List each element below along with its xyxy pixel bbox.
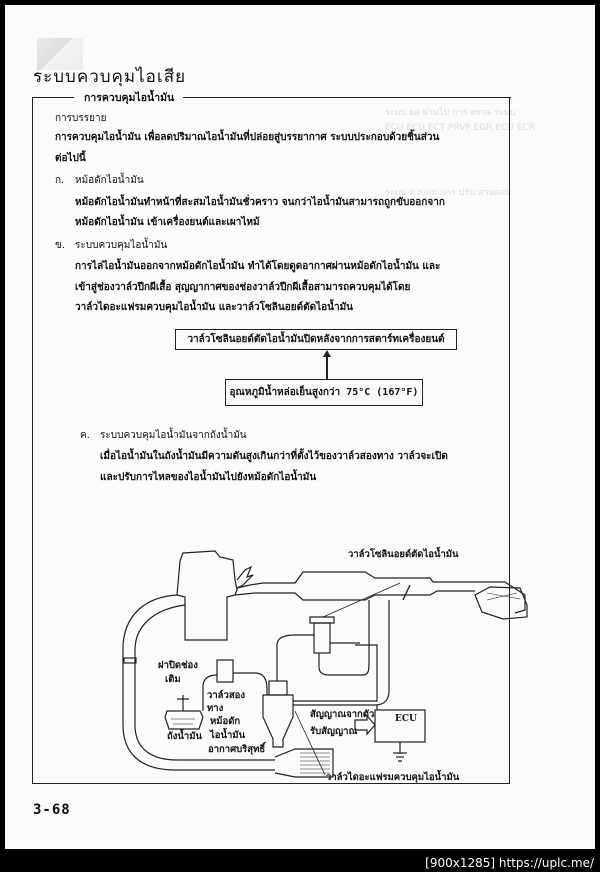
flowchart-condition-box: อุณหภูมิน้ำหล่อเย็นสูงกว่า 75°C (167°F): [225, 379, 423, 406]
section-title: การควบคุมไอน้ำมัน: [81, 89, 177, 106]
intro-line-1: การควบคุมไอน้ำมัน เพื่อลดปริมาณไอน้ำมันที่ปล่อยสู่บรรยากาศ ระบบประกอบด้วยชิ้นส่วน: [55, 132, 440, 143]
label-two-way-valve-2: ทาง: [207, 703, 224, 714]
label-filler-cap-1: ฝาปิดช่อง: [158, 660, 198, 671]
item-marker-a: ก.: [55, 175, 65, 186]
bleed-through-text: ระบบ ควบคุม การ ปรับ ส่วนผสม: [385, 188, 512, 198]
item-c-line-2: และปรับการไหลของไอน้ำมันไปยังหม้อดักไอน้ำมัน: [100, 472, 317, 483]
image-host-watermark: [900x1285] https://uplc.me/: [425, 856, 594, 870]
item-c-line-1: เมื่อไอน้ำมันในถังน้ำมันมีความดันสูงเกินกว่าที่ตั้งไว้ของวาล์วสองทาง วาล์วจะเปิด: [100, 451, 448, 462]
page-number: 3-68: [33, 802, 71, 818]
flowchart-result-box: วาล์วโซลินอยด์ตัดไอน้ำมันปิดหลังจากการสตาร์ทเครื่องยนต์: [175, 329, 457, 350]
label-fuel-tank: ถังน้ำมัน: [167, 731, 202, 742]
label-cut-solenoid-valve: วาล์วโซลินอยด์ตัดไอน้ำมัน: [348, 549, 459, 560]
label-two-way-valve-1: วาล์วสอง: [207, 690, 245, 701]
label-canister-1: หม้อดัก: [210, 716, 241, 727]
item-marker-c: ค.: [80, 430, 90, 441]
item-a-line-1: หม้อดักไอน้ำมันทำหน้าที่สะสมไอน้ำมันชั่วคราว จนกว่าไอน้ำมันสามารถถูกขับออกจาก: [75, 197, 445, 208]
item-marker-b: ข.: [55, 240, 66, 251]
label-canister-2: ไอน้ำมัน: [210, 730, 246, 741]
bleed-through-text: ระบบ ยส ผ่านไป การ ตรวจ ระบบ: [385, 108, 516, 118]
manual-page: [5, 5, 595, 849]
bleed-through-text: ECU ECU ECT PRVF EGR ECU ECR: [385, 123, 535, 133]
item-heading-a: หม้อดักไอน้ำมัน: [75, 175, 144, 186]
label-sensor-signal-1: สัญญาณจากตัว: [310, 709, 375, 720]
item-b-line-2: เข้าสู่ช่องวาล์วปีกผีเสื้อ สุญญากาศของช่องวาล์วปีกผีเสื้อสามารถควบคุมได้โดย: [75, 282, 411, 293]
description-heading: การบรรยาย: [55, 113, 107, 124]
item-b-line-3: วาล์วไดอะแฟรมควบคุมไอน้ำมัน และวาล์วโซลินอยด์ตัดไอน้ำมัน: [75, 302, 353, 313]
evap-system-diagram: [5, 5, 595, 849]
item-a-line-2: หม้อดักไอน้ำมัน เข้าเครื่องยนต์และเผาไหม้: [75, 217, 260, 228]
label-fresh-air: อากาศบริสุทธิ์: [208, 744, 266, 755]
label-diaphragm-valve: วาล์วไดอะแฟรมควบคุมไอน้ำมัน: [326, 772, 460, 783]
label-filler-cap-2: เติม: [165, 674, 181, 685]
chapter-title: ระบบควบคุมไอเสีย: [33, 67, 187, 87]
item-heading-c: ระบบควบคุมไอน้ำมันจากถังน้ำมัน: [100, 430, 247, 441]
item-heading-b: ระบบควบคุมไอน้ำมัน: [75, 240, 168, 251]
ecu-label: ECU: [395, 714, 417, 724]
intro-line-2: ต่อไปนี้: [55, 153, 86, 164]
label-sensor-signal-2: รับสัญญาณ: [310, 726, 358, 737]
item-b-line-1: การไล่ไอน้ำมันออกจากหม้อดักไอน้ำมัน ทำได้โดยดูดอากาศผ่านหม้อดักไอน้ำมัน และ: [75, 261, 441, 272]
